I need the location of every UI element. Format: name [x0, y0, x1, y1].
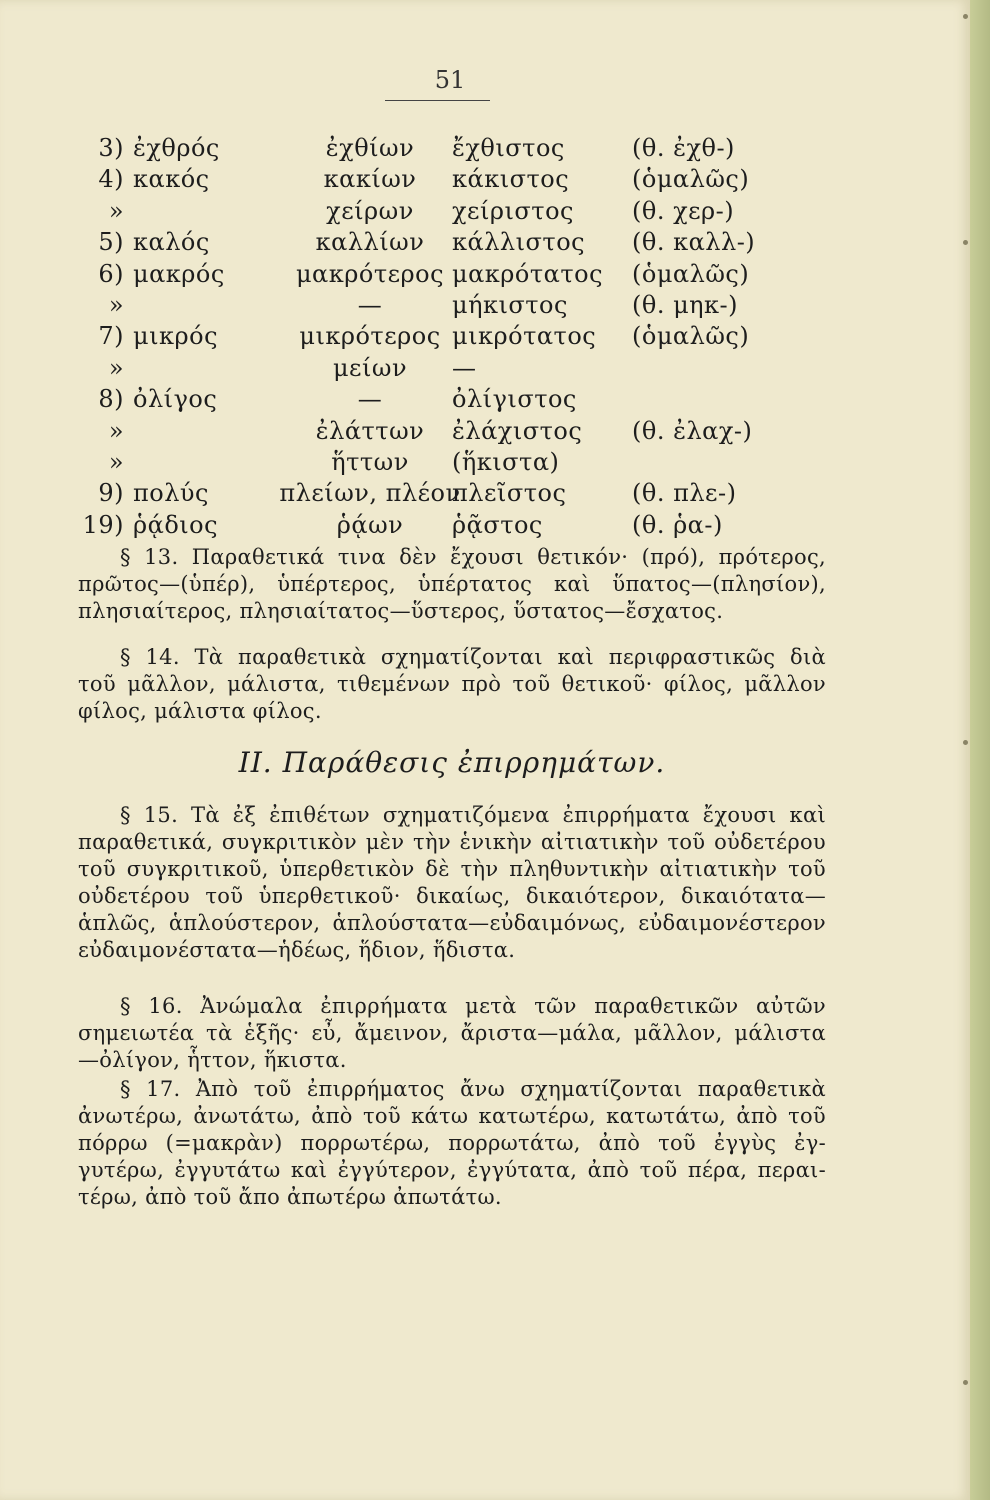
positive-form: κακός	[133, 165, 210, 194]
stem-note: (ὁμαλῶς)	[632, 322, 750, 351]
comparative-form: ῥᾴων	[336, 510, 404, 539]
text-line: πόρρω (=μακρὰν) πορρωτέρω, πορρωτάτω, ἀπὸ τοῦ ἐγγὺς ἐγ-	[78, 1131, 826, 1155]
comparative-form: —	[357, 385, 383, 414]
superlative-form: ὀλίγιστος	[452, 385, 577, 414]
comparative-form: μείων	[332, 353, 408, 382]
positive-form: μακρός	[133, 259, 225, 288]
row-number: »	[108, 353, 124, 382]
text-line: οὐδετέρου τοῦ ὑπερθετικοῦ· δικαίως, δικαιότερον, δικαιότατα—	[78, 884, 826, 908]
section-14	[78, 644, 826, 725]
comparative-form: ἐχθίων	[325, 134, 415, 162]
row-number: »	[108, 291, 124, 319]
row-number: »	[108, 416, 124, 445]
text-line: § 17. Ἀπὸ τοῦ ἐπιρρήματος ἄνω σχηματίζονται παραθετικὰ	[120, 1077, 826, 1101]
stem-note: (ὁμαλῶς)	[632, 165, 750, 194]
superlative-form: —	[452, 353, 477, 382]
page-number-rule	[385, 100, 490, 101]
positive-form: καλός	[133, 228, 210, 257]
binding-mark	[963, 14, 968, 19]
superlative-form: μήκιστος	[452, 291, 568, 319]
stem-note: (θ. μηκ-)	[632, 291, 739, 319]
comparative-form: χείρων	[326, 196, 414, 225]
superlative-form: μικρότατος	[452, 322, 597, 351]
superlative-form: ῥᾷστος	[452, 510, 543, 539]
text-line: παραθετικά, συγκριτικὸν μὲν τὴν ἑνικὴν αἰτιατικὴν τοῦ οὐδετέρου	[78, 830, 826, 854]
text-line: σημειωτέα τὰ ἑξῆς· εὖ, ἄμεινον, ἄριστα—μάλα, μᾶλλον, μάλιστα	[78, 1021, 826, 1045]
superlative-form: πλεῖστος	[452, 479, 567, 508]
text-line: τοῦ συγκριτικοῦ, ὑπερθετικὸν δὲ τὴν πληθυντικὴν αἰτιατικὴν τοῦ	[78, 857, 826, 881]
row-number: 3)	[98, 134, 124, 162]
stem-note: (ὁμαλῶς)	[632, 259, 750, 288]
text-line: φίλος, μάλιστα φίλος.	[78, 699, 322, 723]
text-line: τέρω, ἀπὸ τοῦ ἄπο ἀπωτέρω ἀπωτάτω.	[78, 1185, 502, 1209]
text-line: § 14. Τὰ παραθετικὰ σχηματίζονται καὶ περιφραστικῶς διὰ	[120, 645, 826, 669]
binding-mark	[963, 740, 968, 745]
comparative-form: —	[357, 291, 383, 319]
text-line: πρῶτος—(ὑπέρ), ὑπέρτερος, ὑπέρτατος καὶ ὕπατος—(πλησίον),	[78, 572, 826, 596]
row-number: 9)	[98, 479, 124, 508]
stem-note: (θ. καλλ-)	[632, 228, 756, 257]
text-line: —ὀλίγον, ἧττον, ἥκιστα.	[78, 1048, 347, 1072]
row-number: 7)	[98, 322, 124, 351]
row-number: 4)	[98, 165, 124, 194]
positive-form: πολύς	[133, 479, 209, 508]
table-row	[0, 511, 970, 547]
text-line: § 15. Τὰ ἐξ ἐπιθέτων σχηματιζόμενα ἐπιρρήματα ἔχουσι καὶ	[120, 803, 826, 827]
text-line: § 13. Παραθετικά τινα δὲν ἔχουσι θετικόν· (πρό), πρότερος,	[120, 545, 826, 569]
row-number: 19)	[82, 510, 124, 539]
text-line: ἁπλῶς, ἁπλούστερον, ἁπλούστατα—εὐδαιμόνως, εὐδαιμονέστερον	[78, 911, 826, 935]
positive-form: ἐχθρός	[133, 134, 220, 162]
page-edge	[970, 0, 990, 1500]
superlative-form: μακρότατος	[452, 259, 604, 288]
stem-note: (θ. πλε-)	[632, 479, 737, 508]
superlative-form: κάλλιστος	[452, 228, 586, 257]
comparative-form: κακίων	[323, 165, 417, 194]
section-17	[78, 1076, 826, 1211]
comparative-form: καλλίων	[315, 228, 425, 257]
section-15	[78, 802, 826, 964]
superlative-form: χείριστος	[452, 196, 574, 225]
stem-note: (θ. ἐλαχ-)	[632, 416, 753, 445]
comparative-form: ἥττων	[331, 448, 409, 476]
row-number: »	[108, 196, 124, 225]
comparative-form: πλείων, πλέον	[279, 479, 461, 508]
stem-note: (θ. χερ-)	[632, 196, 735, 225]
comparative-form: ἐλάττων	[315, 416, 425, 445]
row-number: 8)	[98, 385, 124, 414]
row-number: 6)	[98, 259, 124, 288]
comparative-form: μικρότερος	[299, 322, 441, 351]
superlative-form: ἔχθιστος	[452, 134, 565, 162]
positive-form: ὀλίγος	[133, 385, 218, 414]
text-line: πλησιαίτερος, πλησιαίτατος—ὕστερος, ὕστατος—ἔσχατος.	[78, 599, 724, 623]
comparative-form: μακρότερος	[295, 259, 445, 288]
positive-form: μικρός	[133, 322, 219, 351]
section-heading: ΙΙ. Παράθεσις ἐπιρρημάτων.	[238, 746, 666, 779]
positive-form: ῥᾴδιος	[133, 510, 219, 539]
binding-mark	[963, 1380, 968, 1385]
text-line: εὐδαιμονέστατα—ἡδέως, ἥδιον, ἥδιστα.	[78, 938, 516, 962]
stem-note: (θ. ῥα-)	[632, 510, 723, 539]
superlative-form: ἐλάχιστος	[452, 416, 583, 445]
section-13	[78, 544, 826, 625]
stem-note: (θ. ἐχθ-)	[632, 134, 735, 162]
text-line: ἀνωτέρω, ἀνωτάτω, ἀπὸ τοῦ κάτω κατωτέρω, κατωτάτω, ἀπὸ τοῦ	[78, 1104, 826, 1128]
row-number: »	[108, 448, 124, 476]
text-line: § 16. Ἀνώμαλα ἐπιρρήματα μετὰ τῶν παραθετικῶν αὐτῶν	[120, 994, 826, 1018]
page-number: 51	[434, 66, 466, 94]
superlative-form: κάκιστος	[452, 165, 570, 194]
text-line: γυτέρω, ἐγγυτάτω καὶ ἐγγύτερον, ἐγγύτατα, ἀπὸ τοῦ πέρα, περαι-	[78, 1158, 826, 1182]
row-number: 5)	[98, 228, 124, 257]
section-16	[78, 993, 826, 1074]
text-line: τοῦ μᾶλλον, μάλιστα, τιθεμένων πρὸ τοῦ θετικοῦ· φίλος, μᾶλλον	[78, 672, 826, 696]
superlative-form: (ἥκιστα)	[452, 448, 560, 476]
